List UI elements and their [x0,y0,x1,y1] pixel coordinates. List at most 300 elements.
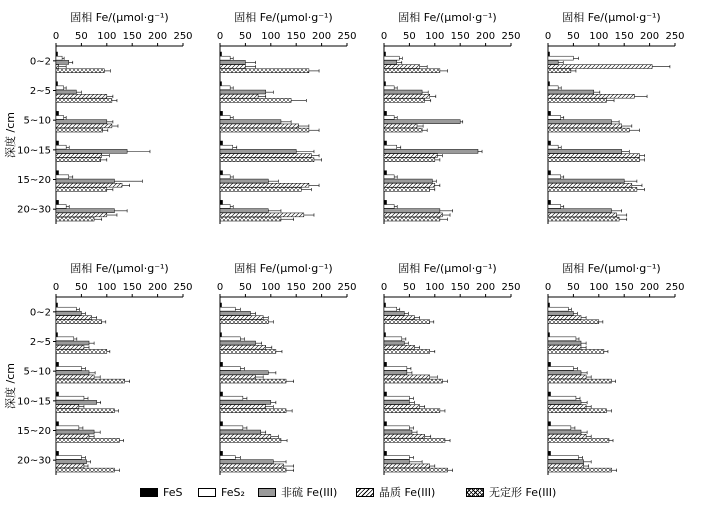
x-tick-label: 50 [567,31,580,42]
bar-amorphous [56,409,114,413]
bar-amorphous [384,128,422,132]
bar-nonsulfide [548,90,594,94]
y-tick-label: 20~30 [17,204,51,216]
bar-nonsulfide [548,179,624,183]
bar-fes2 [548,145,558,149]
bar-fes2 [548,426,571,430]
bar-amorphous [384,217,440,221]
bar-amorphous [220,98,291,102]
bar-nonsulfide [220,90,266,94]
x-tick-label: 150 [614,282,634,293]
bar-nonsulfide [384,179,432,183]
bar-fes2 [384,205,394,209]
x-tick-label: 150 [122,282,142,293]
bar-amorphous [220,438,281,442]
bar-amorphous [220,217,281,221]
bar-nonsulfide [548,371,581,375]
bar-fes [220,52,222,56]
bar-crystalline [548,375,586,379]
bar-fes2 [220,116,230,120]
legend-swatch-nonsulfide [258,488,276,497]
y-tick-label: 0~2 [29,56,51,68]
bar-amorphous [56,98,112,102]
x-tick-label: 200 [312,31,332,42]
bar-fes2 [548,307,568,311]
bar-crystalline [384,183,435,187]
bar-amorphous [548,320,599,324]
x-tick-label: 200 [476,282,496,293]
bar-fes2 [384,396,409,400]
bar-crystalline [384,65,420,69]
bar-crystalline [56,124,112,128]
x-tick-label: 150 [286,31,306,42]
legend-item-nonsulfide [258,483,337,501]
bar-amorphous [220,69,309,73]
bar-crystalline [56,65,59,69]
bar-nonsulfide [548,60,558,64]
bar-amorphous [548,128,629,132]
bar-fes2 [220,337,240,341]
x-tick-label: 250 [501,31,521,42]
x-tick-label: 150 [450,282,470,293]
bar-nonsulfide [56,149,127,153]
bar-fes2 [56,367,81,371]
bar-amorphous [548,98,606,102]
x-tick-label: 0 [380,31,388,42]
bar-nonsulfide [220,341,256,345]
bar-fes2 [548,396,576,400]
bar-nonsulfide [220,400,271,404]
bar-fes2 [220,307,235,311]
panel-7 [381,261,521,475]
legend-label-fes2: FeS₂ [221,485,245,499]
bar-crystalline [220,65,245,69]
bar-crystalline [56,94,107,98]
bar-amorphous [384,320,430,324]
bar-crystalline [220,464,284,468]
bar-amorphous [56,69,104,73]
bar-fes2 [220,456,235,460]
bar-fes2 [220,56,230,60]
bar-fes2 [384,116,394,120]
y-tick-label: 5~10 [23,366,51,378]
bar-fes [56,362,59,366]
bar-fes [384,52,386,56]
x-tick-label: 100 [425,282,445,293]
bar-amorphous [384,349,430,353]
bar-amorphous [384,98,425,102]
bar-crystalline [548,183,632,187]
bar-amorphous [56,379,125,383]
bar-fes2 [548,367,573,371]
x-tick-label: 250 [337,31,357,42]
bar-nonsulfide [548,341,581,345]
bar-fes [56,303,58,307]
bar-crystalline [220,316,263,320]
bar-fes [384,333,386,337]
bar-crystalline [56,154,102,158]
bar-nonsulfide [56,430,94,434]
bar-fes2 [220,86,230,90]
legend-label-fes: FeS [163,485,183,499]
bar-crystalline [548,316,581,320]
bar-nonsulfide [384,460,409,464]
bar-fes2 [56,396,84,400]
bar-fes2 [548,205,561,209]
x-axis-title: 固相 Fe/(μmol·g⁻¹) [562,262,661,275]
legend-item-fes2 [198,483,245,501]
bar-nonsulfide [220,460,273,464]
legend-item-amorphous [466,483,556,501]
bar-nonsulfide [56,209,114,213]
bar-nonsulfide [220,179,268,183]
x-tick-label: 250 [665,31,685,42]
bar-nonsulfide [56,460,86,464]
x-tick-label: 0 [52,31,60,42]
bar-amorphous [384,438,445,442]
bar-crystalline [384,375,430,379]
bar-fes [384,362,387,366]
y-tick-label: 20~30 [17,455,51,467]
y-tick-label: 15~20 [17,426,51,437]
x-tick-label: 0 [52,282,60,293]
bar-fes2 [548,175,561,179]
panel-8 [545,261,685,475]
bar-fes [220,303,222,307]
bar-fes2 [548,56,573,60]
legend-item-crystalline [356,483,435,501]
legend-swatch-fes2 [198,488,216,497]
bar-amorphous [384,468,448,472]
panel-3 [381,10,521,224]
bar-fes [56,141,59,145]
bar-nonsulfide [220,430,261,434]
bar-amorphous [548,379,612,383]
bar-crystalline [56,213,107,217]
bar-amorphous [384,187,430,191]
bar-fes [384,82,386,86]
bar-amorphous [548,158,639,162]
x-tick-label: 0 [544,31,552,42]
bar-fes [220,362,223,366]
bar-amorphous [548,349,604,353]
bar-crystalline [56,345,84,349]
bar-fes [56,392,59,396]
bar-nonsulfide [56,179,114,183]
bar-crystalline [548,434,586,438]
bar-fes2 [384,367,407,371]
bar-amorphous [548,409,606,413]
bar-crystalline [220,434,271,438]
bar-nonsulfide [548,209,612,213]
bar-fes [384,451,387,455]
x-tick-label: 50 [403,282,416,293]
bar-crystalline [56,434,89,438]
bar-amorphous [56,217,94,221]
bar-nonsulfide [548,311,573,315]
bar-crystalline [220,375,256,379]
bar-amorphous [56,438,120,442]
bar-fes [56,171,59,175]
bar-fes [220,422,223,426]
bar-fes [56,111,59,115]
bar-crystalline [56,183,122,187]
bar-amorphous [548,438,609,442]
bar-nonsulfide [548,460,584,464]
bar-nonsulfide [56,371,89,375]
bar-crystalline [548,213,617,217]
bar-crystalline [548,94,634,98]
x-tick-label: 100 [97,31,117,42]
bar-amorphous [384,158,435,162]
panel-2 [217,10,357,224]
bar-amorphous [220,349,276,353]
x-tick-label: 250 [173,282,193,293]
bar-crystalline [384,345,414,349]
bar-crystalline [548,464,584,468]
bar-amorphous [384,409,440,413]
bar-amorphous [220,468,286,472]
bar-crystalline [548,124,622,128]
bar-nonsulfide [220,120,281,124]
bar-amorphous [56,128,103,132]
x-tick-label: 250 [173,31,193,42]
bar-fes [220,141,223,145]
bar-crystalline [384,124,417,128]
bar-nonsulfide [548,149,622,153]
bar-fes [220,392,223,396]
bar-nonsulfide [56,311,81,315]
panel-1 [3,10,193,224]
bar-amorphous [56,468,114,472]
bar-nonsulfide [220,311,250,315]
bar-fes [548,451,551,455]
bar-fes [56,200,59,204]
bar-crystalline [56,464,84,468]
bar-nonsulfide [384,90,422,94]
bar-crystalline [384,213,442,217]
bar-nonsulfide [384,371,407,375]
bar-crystalline [384,464,430,468]
bar-crystalline [220,213,304,217]
bar-fes [548,200,551,204]
panel-4 [545,10,685,224]
bar-fes [384,392,387,396]
bar-fes2 [56,145,66,149]
x-axis-title: 固相 Fe/(μmol·g⁻¹) [234,11,333,24]
bar-nonsulfide [384,60,397,64]
bar-nonsulfide [548,120,612,124]
bar-fes [220,333,222,337]
x-tick-label: 50 [239,282,252,293]
bar-amorphous [220,409,286,413]
bar-fes [384,422,387,426]
bar-crystalline [220,405,266,409]
bar-fes2 [548,116,561,120]
bar-nonsulfide [384,430,412,434]
bar-fes2 [56,426,79,430]
bar-crystalline [384,434,425,438]
bar-amorphous [548,69,571,73]
legend-item-fes [140,483,182,501]
bar-fes [548,52,550,56]
bar-fes [56,82,58,86]
bar-crystalline [220,183,309,187]
bar-nonsulfide [384,209,440,213]
bar-fes2 [56,56,62,60]
legend-label-amorphous: 无定形 Fe(III) [489,486,557,499]
bar-fes [548,303,550,307]
bar-crystalline [384,405,420,409]
bar-nonsulfide [220,209,268,213]
bar-fes [548,82,550,86]
bar-fes2 [384,56,399,60]
y-tick-label: 10~15 [17,145,51,157]
bar-fes [56,333,58,337]
bar-amorphous [56,320,102,324]
bar-fes [56,451,59,455]
panel-6 [217,261,357,475]
y-tick-label: 2~5 [29,86,51,97]
bar-crystalline [548,345,581,349]
bar-amorphous [56,187,107,191]
bar-fes2 [56,456,81,460]
x-axis-title: 固相 Fe/(μmol·g⁻¹) [398,11,497,24]
bar-fes [220,82,222,86]
legend [140,483,700,501]
bar-fes [548,362,551,366]
x-tick-label: 100 [589,31,609,42]
bar-nonsulfide [56,60,69,64]
bar-fes2 [220,205,230,209]
bar-nonsulfide [384,341,404,345]
x-tick-label: 100 [261,31,281,42]
x-tick-label: 100 [425,31,445,42]
bar-fes2 [548,456,578,460]
bar-fes [220,200,223,204]
bar-fes2 [384,145,397,149]
bar-fes2 [220,426,243,430]
x-tick-label: 150 [122,31,142,42]
bar-fes [384,111,387,115]
bar-amorphous [220,379,286,383]
bar-amorphous [220,320,268,324]
y-axis-title: 深度 /cm [4,112,17,158]
bar-nonsulfide [220,60,245,64]
bar-fes2 [548,337,576,341]
x-tick-label: 200 [640,31,660,42]
bar-amorphous [548,187,637,191]
y-tick-label: 10~15 [17,396,51,408]
bar-crystalline [548,405,586,409]
bar-fes2 [220,175,230,179]
bar-crystalline [384,316,414,320]
legend-label-nonsulfide: 非硫 Fe(III) [281,486,338,499]
x-axis-title: 固相 Fe/(μmol·g⁻¹) [70,11,169,24]
x-tick-label: 100 [589,282,609,293]
bar-amorphous [56,158,101,162]
bar-nonsulfide [220,371,268,375]
bar-crystalline [56,316,92,320]
x-tick-label: 50 [75,31,88,42]
bar-crystalline [220,124,299,128]
bar-crystalline [56,375,94,379]
y-tick-label: 0~2 [29,307,51,319]
x-tick-label: 50 [567,282,580,293]
bar-fes2 [56,205,66,209]
bar-fes2 [384,175,394,179]
bar-nonsulfide [384,311,404,315]
x-tick-label: 0 [216,31,224,42]
bar-fes [384,141,387,145]
y-tick-label: 5~10 [23,115,51,127]
bar-fes2 [384,456,409,460]
x-tick-label: 0 [216,282,224,293]
bar-crystalline [56,405,79,409]
bar-crystalline [548,65,652,69]
bar-nonsulfide [384,400,409,404]
bar-fes [220,171,223,175]
bar-amorphous [548,468,612,472]
x-tick-label: 250 [337,282,357,293]
bar-amorphous [548,217,619,221]
x-tick-label: 250 [665,282,685,293]
x-tick-label: 100 [97,282,117,293]
bar-fes [548,141,551,145]
bar-crystalline [384,154,437,158]
bar-nonsulfide [548,400,581,404]
bar-nonsulfide [56,120,107,124]
x-tick-label: 250 [501,282,521,293]
bar-crystalline [384,94,430,98]
x-tick-label: 150 [450,31,470,42]
bar-nonsulfide [384,149,478,153]
bar-crystalline [220,94,258,98]
bar-nonsulfide [56,341,89,345]
bar-fes2 [220,396,243,400]
x-tick-label: 200 [476,31,496,42]
x-tick-label: 0 [544,282,552,293]
bar-fes2 [220,367,240,371]
x-tick-label: 0 [380,282,388,293]
bar-fes [384,200,387,204]
bar-nonsulfide [56,90,76,94]
bar-nonsulfide [220,149,296,153]
bar-fes [56,52,58,56]
bar-crystalline [220,345,266,349]
bar-crystalline [220,154,311,158]
bar-amorphous [220,128,309,132]
y-axis-title: 深度 /cm [4,363,17,409]
bar-fes [56,422,59,426]
bar-fes [548,422,551,426]
bar-fes [220,451,223,455]
bar-amorphous [384,69,440,73]
legend-label-crystalline: 晶质 Fe(III) [379,486,436,499]
x-tick-label: 200 [148,282,168,293]
bar-amorphous [220,158,314,162]
x-tick-label: 50 [403,31,416,42]
bar-nonsulfide [384,120,460,124]
x-axis-title: 固相 Fe/(μmol·g⁻¹) [234,262,333,275]
y-tick-label: 15~20 [17,175,51,186]
x-tick-label: 150 [286,282,306,293]
bar-fes2 [220,145,233,149]
bar-fes2 [56,307,76,311]
bar-fes [384,171,387,175]
bar-fes2 [56,175,69,179]
bar-fes2 [56,337,74,341]
